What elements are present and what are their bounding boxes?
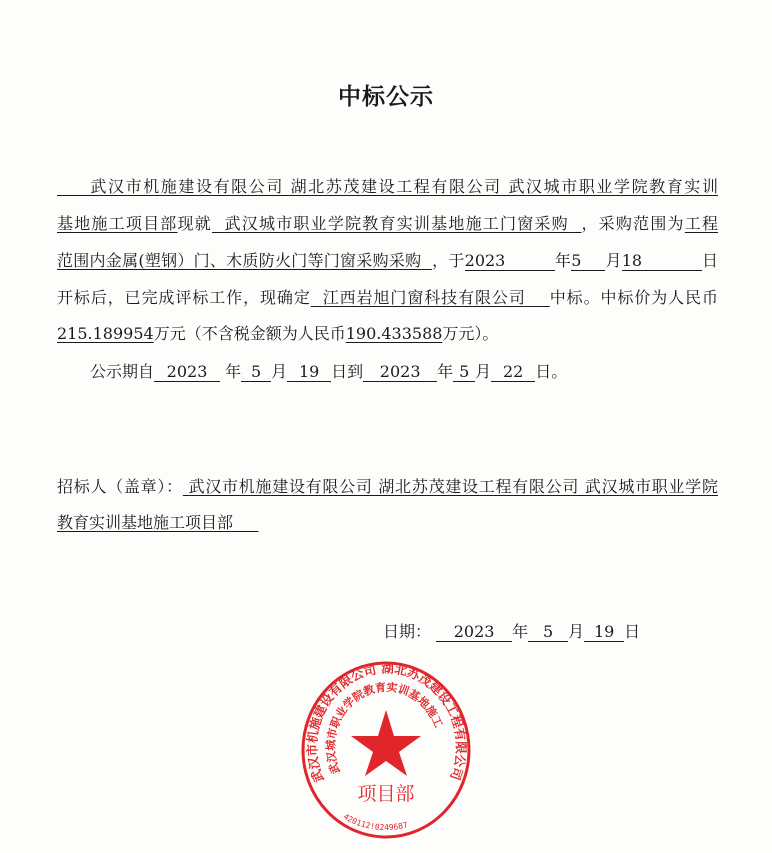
from-day: 19 [287, 363, 331, 382]
stamp-code: 420112!0249687 [341, 811, 409, 833]
text: ，采购范围为 [581, 214, 685, 233]
body-line-2 [57, 213, 718, 235]
to-month: 5 [453, 363, 475, 382]
text: 年 [437, 362, 454, 381]
text: 中标。中标价为人民币 [549, 288, 718, 307]
bid-price: 215.189954 [57, 324, 154, 343]
date-line [383, 621, 683, 643]
scope: 工程 [684, 214, 718, 233]
text: 日 [624, 622, 641, 641]
text: 年 [225, 362, 242, 381]
text: 月 [605, 251, 622, 270]
text: 月 [271, 362, 288, 381]
winner-name: 江西岩旭门窗科技有限公司 [322, 288, 526, 307]
scope-cont: 范围内金属(塑钢）门、木质防火门等门窗采购采购 [57, 251, 422, 270]
stamp-center-text: 项目部 [357, 783, 415, 805]
text: 月 [568, 622, 585, 641]
text: 万元（不含税金额为人民币 [153, 324, 346, 343]
to-day: 22 [491, 363, 535, 382]
text: 月 [475, 362, 492, 381]
stamp-star-icon [351, 710, 421, 776]
bid-price-notax: 190.433588 [345, 324, 443, 343]
open-month: 5 [571, 252, 605, 271]
tenderer-name-cont: 基地施工项目部 [57, 214, 178, 233]
text: 公示期自 [90, 362, 155, 381]
body-line-5 [57, 323, 718, 345]
text: 日到 [331, 362, 364, 381]
page-title: 中标公示 [338, 84, 434, 110]
signature-name: 武汉市机施建设有限公司 湖北苏茂建设工程有限公司 武汉城市职业学院 [188, 477, 718, 496]
body-line-4 [57, 287, 718, 309]
text: 万元）。 [442, 324, 499, 343]
body-line-1 [57, 176, 718, 198]
text: 年 [512, 622, 529, 641]
body-line-3 [57, 250, 718, 272]
text: 开标后，已完成评标工作，现确定 [57, 288, 311, 307]
stamp-outer-text: 武汉市机施建设有限公司 湖北苏茂建设工程有限公司 [304, 660, 469, 785]
date-year: 2023 [436, 623, 512, 642]
official-seal-stamp [300, 660, 472, 840]
text: ，于 [432, 251, 465, 270]
tenderer-name: 武汉市机施建设有限公司 湖北苏茂建设工程有限公司 武汉城市职业学院教育实训 [90, 177, 718, 196]
date-day: 19 [584, 623, 624, 642]
open-year: 2023 [465, 252, 555, 271]
date-label: 日期： [383, 622, 432, 641]
stamp-inner-text: 武汉城市职业学院教育实训基地施工 [324, 680, 446, 776]
signature-line-1 [57, 476, 718, 498]
text: 年 [554, 251, 572, 270]
from-month: 5 [241, 363, 271, 382]
from-year: 2023 [154, 363, 220, 382]
signature-line-2 [57, 512, 718, 534]
open-day: 18 [622, 252, 702, 271]
text: 日。 [535, 362, 568, 381]
signature-name-cont: 教育实训基地施工项目部 [57, 513, 234, 532]
date-month: 5 [528, 623, 568, 642]
signature-label: 招标人（盖章）： [57, 477, 183, 496]
publicity-period [90, 361, 751, 383]
text: 日 [701, 251, 719, 270]
text: 现就 [177, 214, 212, 233]
project-name: 武汉城市职业学院教育实训基地施工门窗采购 [224, 214, 569, 233]
to-year: 2023 [363, 363, 437, 382]
